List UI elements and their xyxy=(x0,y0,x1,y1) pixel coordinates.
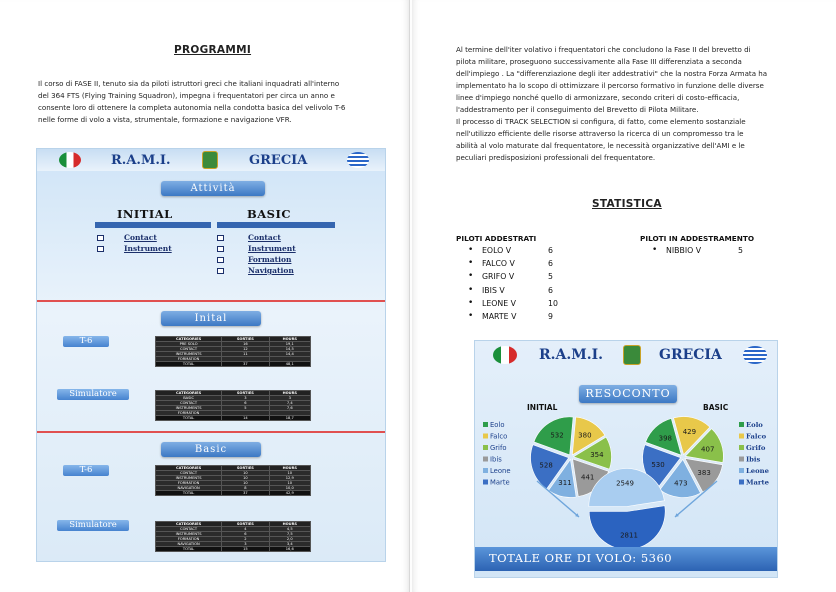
cell: PRE SOLO xyxy=(156,342,222,347)
basic-legend-swatch xyxy=(739,457,744,462)
basic-legend-swatch xyxy=(739,434,744,439)
checkbox-icon xyxy=(217,246,224,252)
pilot-name: FALCO V xyxy=(482,259,515,269)
t6-label: T-6 xyxy=(63,336,109,347)
total-banner xyxy=(475,547,777,571)
cell: 4,5 xyxy=(269,527,310,532)
cell: 10 xyxy=(222,481,269,486)
cell: 2,0 xyxy=(269,537,310,542)
paragraph-line: implementato ha lo scopo di ottimizzare il percorso formativo in funzione delle diverse xyxy=(456,81,764,90)
initial-heading: INITIAL xyxy=(117,207,173,221)
left-page xyxy=(0,0,410,592)
paragraph-line: del 364 FTS (Flying Training Squadron), impegna i frequentatori per circa un anno e xyxy=(38,91,335,100)
paragraph-line: l'addestramento per il conseguimento del Brevetto di Pilota Militare. xyxy=(456,105,699,114)
header-cell: CATEGORIES xyxy=(156,337,222,342)
header-cell: CATEGORIES xyxy=(156,391,222,396)
header-cell: SORTIES xyxy=(222,466,269,471)
checkbox-icon xyxy=(97,246,104,252)
header-cell: CATEGORIES xyxy=(156,522,222,527)
simulatore-label: Simulatore xyxy=(57,389,129,400)
header-cell: SORTIES xyxy=(222,391,269,396)
initial-pie-data-label: 354 xyxy=(590,450,604,459)
cell: 3 xyxy=(269,396,310,401)
item-label: Instrument xyxy=(124,244,172,253)
table-total-row xyxy=(156,491,311,496)
divider-band xyxy=(37,431,385,433)
statistica-title: STATISTICA xyxy=(592,198,662,210)
brand-grecia: GRECIA xyxy=(659,347,722,363)
basic-item-contact xyxy=(217,233,281,242)
cell: 7,5 xyxy=(269,532,310,537)
paragraph-line: linee d'impiego nonché quello di armonizzare, secondo criteri di costo-efficacia, xyxy=(456,93,740,102)
initial-legend-entry: Eolo xyxy=(490,421,505,429)
cell: INSTRUMENTS xyxy=(156,532,222,537)
cell: 16,6 xyxy=(269,547,310,552)
cell: CONTACT xyxy=(156,527,222,532)
cell: 14,4 xyxy=(269,352,310,357)
basic-legend-swatch xyxy=(739,422,744,427)
initial-legend-entry: Ibis xyxy=(490,455,502,464)
cell: 10 xyxy=(269,471,310,476)
paragraph-line: Il processo di TRACK SELECTION si configura, di fatto, come elemento sostanziale xyxy=(456,117,746,126)
cell: 37 xyxy=(222,491,269,496)
list-item xyxy=(468,284,608,297)
initial-chart-label: INITIAL xyxy=(527,403,558,412)
pilot-count: 6 xyxy=(548,285,553,295)
table-total-row xyxy=(156,362,311,367)
cell: 14 xyxy=(222,416,269,421)
pilot-count: 5 xyxy=(548,272,553,282)
header-cell: HOURS xyxy=(269,391,310,396)
checkbox-icon xyxy=(97,235,104,241)
paragraph-line: peculiari predisposizioni professionali del frequentatore. xyxy=(456,153,656,162)
cell: 10,0 xyxy=(269,486,310,491)
initial-legend-entry: Leone xyxy=(490,467,511,475)
basic-legend-swatch xyxy=(739,445,744,450)
pilot-name: MARTE V xyxy=(482,311,517,321)
basic-legend-entry: Eolo xyxy=(746,421,763,429)
initial-legend-swatch xyxy=(483,468,488,473)
pilot-name: IBIS V xyxy=(482,285,505,295)
table-total-row xyxy=(156,416,311,421)
basic-heading: BASIC xyxy=(247,207,291,221)
right-page xyxy=(412,0,836,592)
list-item xyxy=(468,270,608,283)
initial-legend-swatch xyxy=(483,434,488,439)
initial-bar xyxy=(95,222,211,228)
cell: 12 xyxy=(222,347,269,352)
cell: 18,7 xyxy=(269,416,310,421)
initial-pie-data-label: 528 xyxy=(539,461,553,470)
cell: FORMATION xyxy=(156,481,222,486)
basic-pie-data-label: 398 xyxy=(658,434,673,443)
inital-pill: Inital xyxy=(161,311,261,326)
list-item xyxy=(468,257,608,270)
initial-item-instrument xyxy=(97,244,172,253)
basic-t6-table xyxy=(155,465,311,496)
pilot-name: GRIFO V xyxy=(482,272,515,282)
pilot-name: EOLO V xyxy=(482,246,512,255)
cell: 19,1 xyxy=(269,342,310,347)
pilot-name: NIBBIO V xyxy=(666,246,702,255)
paragraph-line: Il corso di FASE II, tenuto sia da piloti istruttori greci che italiani inquadrati all'interno xyxy=(38,79,340,88)
programmi-paragraph xyxy=(38,78,390,126)
basic-legend-entry: Falco xyxy=(746,432,767,441)
cell: 2 xyxy=(222,537,269,542)
initial-legend-swatch xyxy=(483,422,488,427)
cell: 10 xyxy=(269,481,310,486)
initial-legend-entry: Falco xyxy=(490,432,508,441)
total-hours-text: TOTALE ORE DI VOLO: 5360 xyxy=(489,551,673,565)
initial-t6-table xyxy=(155,336,311,367)
basic-legend-entry: Ibis xyxy=(746,455,761,464)
header-cell: HOURS xyxy=(269,466,310,471)
cell: CONTACT xyxy=(156,401,222,406)
pilot-count: 6 xyxy=(548,259,553,269)
paragraph-line: abilità al volo maturate dal frequentatore, le necessità organizzative dell'AMI e le xyxy=(456,141,745,150)
cell: 7,4 xyxy=(269,401,310,406)
cell: 16 xyxy=(222,342,269,347)
cell: 5 xyxy=(222,406,269,411)
initial-pie-data-label: 441 xyxy=(580,473,595,482)
checkbox-icon xyxy=(217,257,224,263)
cell: 14,5 xyxy=(269,347,310,352)
training-list xyxy=(652,244,772,257)
greece-flag-icon xyxy=(347,152,369,168)
cell: FORMATION xyxy=(156,537,222,542)
paragraph-line: pilota militare, proseguono successivamente alla Fase III differenziata a seconda xyxy=(456,57,742,66)
basic-pie-data-label: 473 xyxy=(674,479,688,488)
track-selection-paragraph xyxy=(456,44,822,164)
resoconto-charts xyxy=(475,341,778,578)
cell: FORMATION xyxy=(156,411,222,416)
cell: NAVIGATION xyxy=(156,486,222,491)
t6-label: T-6 xyxy=(63,465,109,476)
cell: 4 xyxy=(222,527,269,532)
cell: INSTRUMENTS xyxy=(156,352,222,357)
basic-sim-table xyxy=(155,521,311,552)
cell: 6 xyxy=(222,401,269,406)
cell: 7,6 xyxy=(269,406,310,411)
checkbox-icon xyxy=(217,235,224,241)
pilot-count: 9 xyxy=(548,311,553,321)
basic-item-instrument xyxy=(217,244,296,253)
cell: 8 xyxy=(222,486,269,491)
cell: CONTACT xyxy=(156,347,222,352)
cell: 15 xyxy=(222,547,269,552)
basic-pie-data-label: 530 xyxy=(651,460,665,469)
cell: NAVIGATION xyxy=(156,542,222,547)
paragraph-line: nell'utilizzo efficiente delle risorse attraverso la ricerca di un compromesso tra le xyxy=(456,129,744,138)
total-pie-slice-basic xyxy=(589,506,665,550)
cell: TOTAL xyxy=(156,491,222,496)
cell: CONTACT xyxy=(156,471,222,476)
simulatore-label: Simulatore xyxy=(57,520,129,531)
header-cell: SORTIES xyxy=(222,522,269,527)
divider-band xyxy=(37,300,385,302)
total-pie-data-label: 2549 xyxy=(616,479,634,488)
basic-pie-data-label: 407 xyxy=(701,445,715,454)
basic-legend-entry: Grifo xyxy=(746,444,766,452)
item-label: Contact xyxy=(124,233,157,242)
programmi-title: PROGRAMMI xyxy=(174,44,252,56)
basic-legend-entry: Leone xyxy=(746,467,769,475)
pilot-count: 6 xyxy=(548,246,553,255)
paragraph-line: Al termine dell'iter volativo i frequentatori che concludono la Fase II del brevetto di xyxy=(456,45,751,54)
header-cell: CATEGORIES xyxy=(156,466,222,471)
cell: 11 xyxy=(222,352,269,357)
list-item xyxy=(468,297,608,310)
item-label: Instrument xyxy=(248,244,296,253)
table-total-row xyxy=(156,547,311,552)
paragraph-line: consente loro di ottenere la completa autonomia nella condotta basica del velivolo T-6 xyxy=(38,103,346,112)
cell: TOTAL xyxy=(156,547,222,552)
trained-list xyxy=(468,244,608,323)
italy-flag-icon xyxy=(59,152,81,168)
initial-pie-data-label: 311 xyxy=(558,478,572,487)
resoconto-poster xyxy=(474,340,778,578)
cell: TOTAL xyxy=(156,362,222,367)
initial-legend-swatch xyxy=(483,457,488,462)
basic-legend-swatch xyxy=(739,480,744,485)
basic-bar xyxy=(217,222,335,228)
poster-header xyxy=(37,149,385,171)
basic-item-formation xyxy=(217,255,291,264)
paragraph-line: nelle forme di volo a vista, strumentale, formazione e navigazione VFR. xyxy=(38,115,292,124)
initial-pie-data-label: 380 xyxy=(578,431,592,440)
list-item xyxy=(468,244,608,257)
basic-item-navigation xyxy=(217,266,294,275)
cell: 37 xyxy=(222,362,269,367)
cell: 10 xyxy=(222,476,269,481)
emblem-icon xyxy=(202,151,218,169)
total-pie-data-label: 2811 xyxy=(620,531,638,540)
brand-rami: R.A.M.I. xyxy=(539,347,604,363)
header-cell: HOURS xyxy=(269,522,310,527)
basic-pie-data-label: 383 xyxy=(697,468,711,477)
list-item xyxy=(468,310,608,323)
basic-chart-label: BASIC xyxy=(703,403,729,412)
cell: 42,9 xyxy=(269,491,310,496)
initial-legend-entry: Grifo xyxy=(490,444,507,452)
item-label: Formation xyxy=(248,255,292,264)
initial-pie-data-label: 532 xyxy=(550,431,564,440)
checkbox-icon xyxy=(217,268,224,274)
basic-pill: Basic xyxy=(161,442,261,457)
cell: BASIC xyxy=(156,396,222,401)
initial-legend-swatch xyxy=(483,480,488,485)
cell: INSTRUMENTS xyxy=(156,406,222,411)
cell: 3 xyxy=(222,542,269,547)
basic-legend-entry: Marte xyxy=(746,478,769,487)
basic-legend-swatch xyxy=(739,468,744,473)
initial-item-contact xyxy=(97,233,157,242)
header-cell: HOURS xyxy=(269,337,310,342)
item-label: Navigation xyxy=(248,266,294,275)
cell: TOTAL xyxy=(156,416,222,421)
resoconto-pill: RESOCONTO xyxy=(579,385,677,403)
cell: 10 xyxy=(222,471,269,476)
initial-legend-entry: Marte xyxy=(490,478,510,487)
trained-heading: PILOTI ADDESTRATI xyxy=(456,234,537,243)
cell: 3,4 xyxy=(269,542,310,547)
cell: INSTRUMENTS xyxy=(156,476,222,481)
pilot-name: LEONE V xyxy=(482,298,516,308)
header-cell: SORTIES xyxy=(222,337,269,342)
brand-grecia: GRECIA xyxy=(249,153,308,168)
brand-rami: R.A.M.I. xyxy=(111,153,171,168)
initial-sim-table xyxy=(155,390,311,421)
cell: 12,9 xyxy=(269,476,310,481)
activity-poster xyxy=(36,148,386,562)
training-heading: PILOTI IN ADDESTRAMENTO xyxy=(640,234,755,243)
cell: 6 xyxy=(222,532,269,537)
cell: FORMATION xyxy=(156,357,222,362)
pilot-count: 10 xyxy=(548,298,558,308)
basic-pie-data-label: 429 xyxy=(682,428,697,437)
cell: 48,1 xyxy=(269,362,310,367)
item-label: Contact xyxy=(248,233,281,242)
attivita-pill: Attività xyxy=(161,181,265,196)
paragraph-line: dell'impiego . La "differenziazione degli iter addestrativi" che la nostra Forza Armata ha xyxy=(456,69,768,78)
cell: 3 xyxy=(222,396,269,401)
initial-legend-swatch xyxy=(483,445,488,450)
list-item xyxy=(652,244,772,257)
pilot-count: 5 xyxy=(738,246,743,255)
